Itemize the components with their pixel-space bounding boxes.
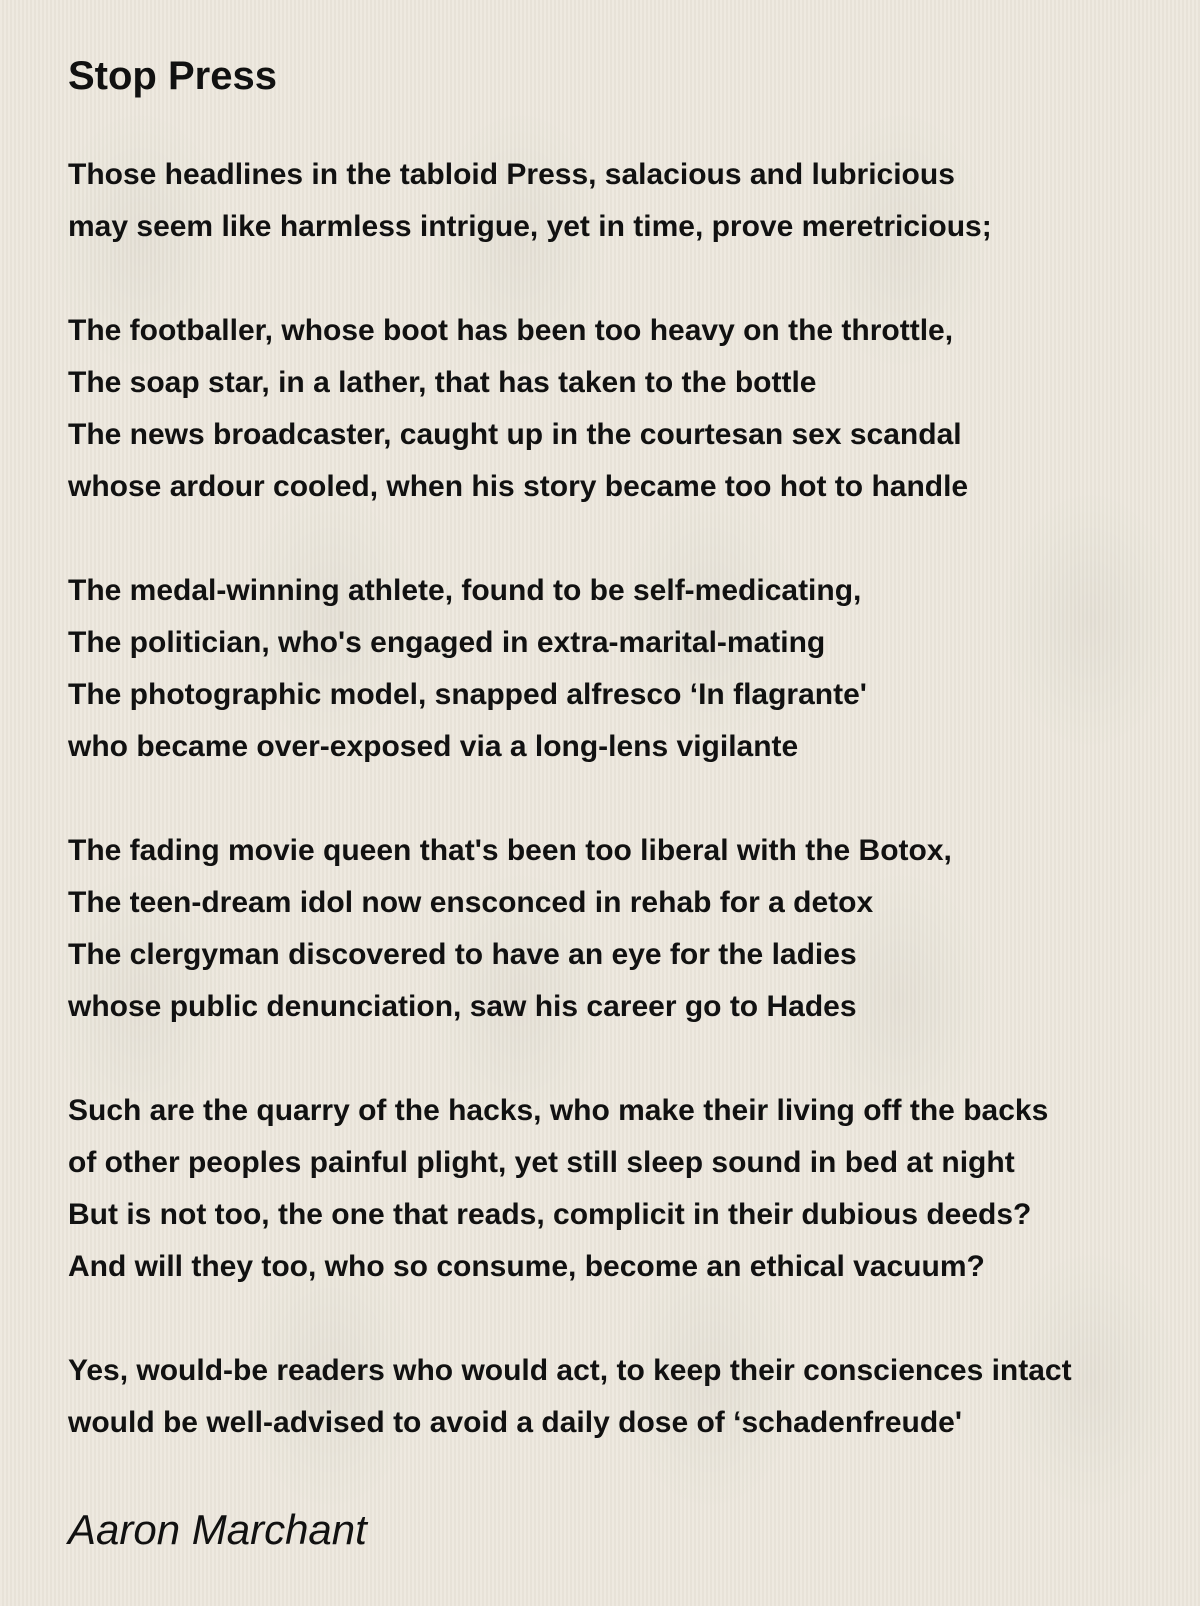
poem-author: Aaron Marchant [68,1506,367,1553]
poem-line: who became over-exposed via a long-lens vigilante [68,730,799,763]
poem-line: The photographic model, snapped alfresco ‘In flagrante' [68,678,867,711]
stanza-2 [68,305,1188,513]
poem-line: whose ardour cooled, when his story became too hot to handle [68,470,969,503]
poem-line: of other peoples painful plight, yet still sleep sound in bed at night [68,1146,1015,1179]
stanza-3 [68,565,1188,773]
poem-line: But is not too, the one that reads, complicit in their dubious deeds? [68,1198,1032,1231]
poem-line: whose public denunciation, saw his career go to Hades [68,990,857,1023]
poem-line: And will they too, who so consume, become an ethical vacuum? [68,1250,985,1283]
poem-line: Those headlines in the tabloid Press, salacious and lubricious [68,158,955,191]
poem-body [68,149,1188,1501]
poem-line: The politician, who's engaged in extra-marital-mating [68,626,826,659]
poem-line: The news broadcaster, caught up in the courtesan sex scandal [68,418,962,451]
poem-line: The soap star, in a lather, that has taken to the bottle [68,366,817,399]
poem-line: would be well-advised to avoid a daily dose of ‘schadenfreude' [68,1406,962,1439]
stanza-6 [68,1345,1188,1449]
poem-line: The clergyman discovered to have an eye for the ladies [68,938,857,971]
stanza-4 [68,825,1188,1033]
poem-title: Stop Press [68,54,277,98]
poem-line: Such are the quarry of the hacks, who make their living off the backs [68,1094,1049,1127]
poem-line: Yes, would-be readers who would act, to keep their consciences intact [68,1354,1072,1387]
stanza-1 [68,149,1188,253]
poem-line: may seem like harmless intrigue, yet in time, prove meretricious; [68,210,992,243]
poem-line: The footballer, whose boot has been too heavy on the throttle, [68,314,954,347]
poem-line: The fading movie queen that's been too liberal with the Botox, [68,834,952,867]
poem-line: The teen-dream idol now ensconced in rehab for a detox [68,886,874,919]
stanza-5 [68,1085,1188,1293]
poem-line: The medal-winning athlete, found to be self-medicating, [68,574,862,607]
